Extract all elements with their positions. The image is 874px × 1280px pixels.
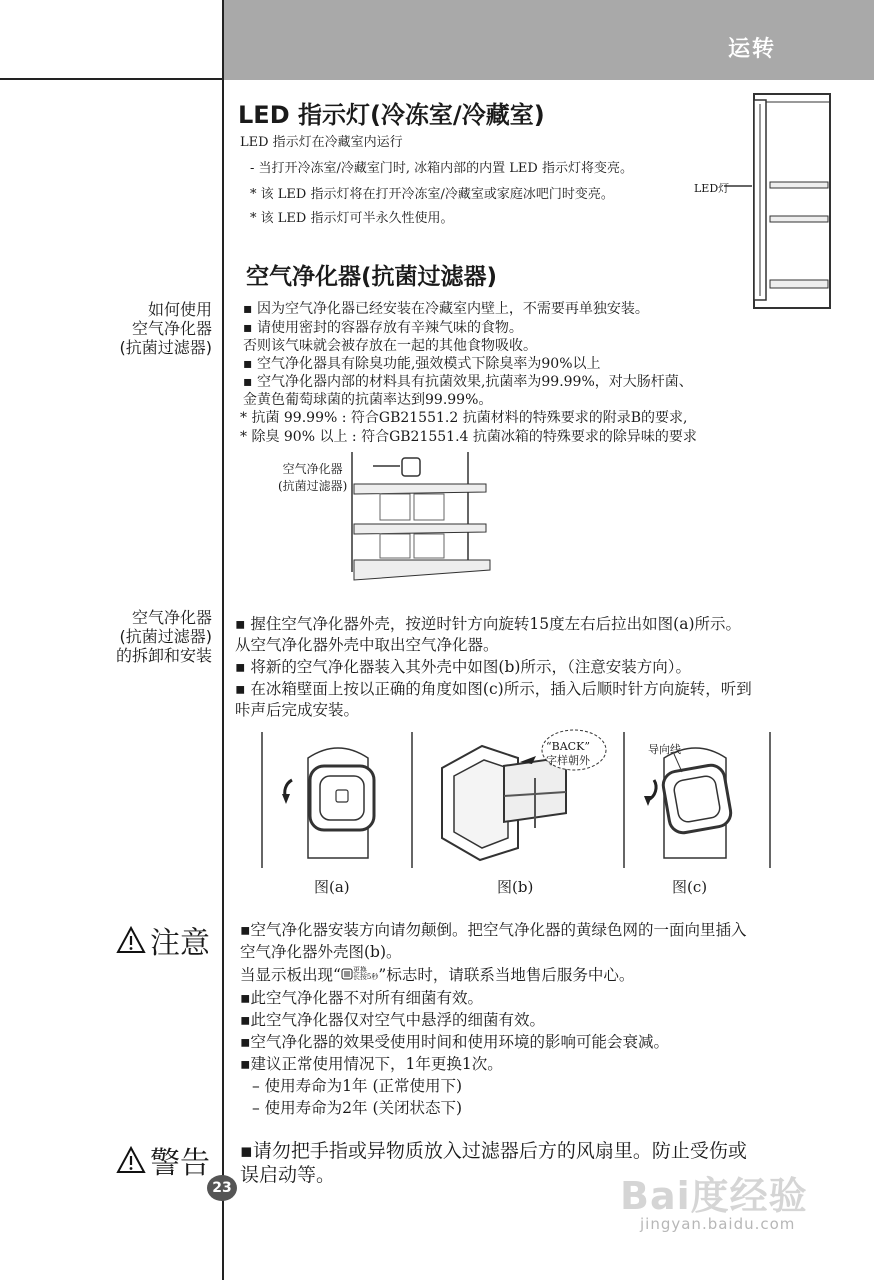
removal-line-1: ▪ 握住空气净化器外壳，按逆时针方向旋转15度左右后拉出如图(a)所示。 <box>235 615 741 633</box>
guide-label: 导向线 <box>648 743 681 756</box>
figure-b-caption: 图(b) <box>497 878 534 896</box>
warning-triangle-icon <box>116 1145 146 1175</box>
led-line-1: LED 指示灯在冷藏室内运行 <box>240 135 403 150</box>
side-label-line: 如何使用 <box>147 300 212 319</box>
figure-c <box>620 728 776 870</box>
caution-line-7: ▪建议正常使用情况下，1年更换1次。 <box>240 1055 503 1073</box>
side-label-line: 的拆卸和安装 <box>115 646 212 665</box>
caution-line-4: ▪此空气净化器不对所有细菌有效。 <box>240 989 484 1007</box>
figure-a <box>258 728 416 870</box>
purifier-section-title: 空气净化器(抗菌过滤器) <box>246 264 498 290</box>
icon-text-line: 更换 <box>352 966 367 974</box>
removal-line-2: 从空气净化器外壳中取出空气净化器。 <box>235 636 499 654</box>
baidu-watermark <box>620 1165 808 1220</box>
how-to-use-label <box>120 300 213 357</box>
header-bar <box>223 0 874 80</box>
back-label-line: “BACK” <box>546 740 590 753</box>
led-fridge-figure <box>692 92 832 312</box>
figure-a-caption: 图(a) <box>314 878 350 896</box>
purifier-line-5: ▪ 空气净化器内部的材料具有抗菌效果,抗菌率为99.99%，对大肠杆菌、 <box>243 374 693 390</box>
warning-triangle-icon <box>116 925 146 955</box>
side-label-line: (抗菌过滤器) <box>119 338 212 357</box>
figure-label-line: (抗菌过滤器) <box>278 479 348 493</box>
caution-line-9: – 使用寿命为2年 (关闭状态下) <box>252 1099 463 1117</box>
watermark-url: jingyan.baidu.com <box>640 1215 796 1233</box>
icon-text-line: 长按5秒 <box>352 973 379 981</box>
caution-line-2: 空气净化器外壳图(b)。 <box>240 943 402 961</box>
purifier-line-7: * 抗菌 99.99% : 符合GB21551.2 抗菌材料的特殊要求的附录B的要求, <box>240 410 688 426</box>
purifier-unit <box>402 458 420 476</box>
caution-line-3-start: 当显示板出现“ <box>240 966 341 984</box>
caution-line-6: ▪空气净化器的效果受使用时间和使用环境的影响可能会衰减。 <box>240 1033 670 1051</box>
removal-side-label <box>116 608 212 665</box>
caution-line-8: – 使用寿命为1年 (正常使用下) <box>252 1077 463 1095</box>
filter-replace-indicator <box>341 967 378 981</box>
purifier-line-8: * 除臭 90% 以上 : 符合GB21551.4 抗菌冰箱的特殊要求的除异味的要求 <box>240 429 697 445</box>
caution-line-1: ▪空气净化器安装方向请勿颠倒。把空气净化器的黄绿色网的一面向里插入 <box>240 921 747 939</box>
page-number: 23 <box>207 1175 237 1201</box>
back-label-line: 字样朝外 <box>546 754 590 767</box>
watermark-brand: Bai度经验 <box>620 1174 808 1218</box>
caution-line-5: ▪此空气净化器仅对空气中悬浮的细菌有效。 <box>240 1011 546 1029</box>
warning-title: 警告 <box>150 1146 210 1181</box>
caution-title: 注意 <box>150 926 210 961</box>
purifier-line-2: ▪ 请使用密封的容器存放有辛辣气味的食物。 <box>243 320 523 336</box>
removal-line-3: ▪ 将新的空气净化器装入其外壳中如图(b)所示，（注意安装方向）。 <box>235 658 691 676</box>
page-section-title: 运转 <box>727 37 776 62</box>
removal-line-4: ▪ 在冰箱壁面上按以正确的角度如图(c)所示，插入后顺时针方向旋转，听到 <box>235 680 752 698</box>
purifier-line-4: ▪ 空气净化器具有除臭功能,强效模式下除臭率为90%以上 <box>243 356 601 372</box>
warning-line-1: ▪请勿把手指或异物质放入过滤器后方的风扇里。防止受伤或 <box>240 1140 747 1162</box>
caution-header <box>116 918 210 962</box>
purifier-fridge-figure <box>340 452 500 584</box>
led-section-title: LED 指示灯(冷冻室/冷藏室) <box>238 101 545 129</box>
removal-line-5: 咔声后完成安装。 <box>235 701 360 719</box>
led-line-4: * 该 LED 指示灯可半永久性使用。 <box>250 211 454 226</box>
side-label-line: 空气净化器 <box>131 608 212 627</box>
caution-line-3 <box>240 963 634 985</box>
vertical-divider <box>222 0 224 1280</box>
side-label-line: 空气净化器 <box>131 319 212 338</box>
purifier-line-3: 否则该气味就会被存放在一起的其他食物吸收。 <box>243 338 537 354</box>
purifier-figure-label <box>278 460 347 494</box>
top-rule <box>0 78 223 80</box>
figure-label-line: 空气净化器 <box>282 462 343 476</box>
back-label <box>546 740 590 768</box>
caution-line-3-end: ”标志时，请联系当地售后服务中心。 <box>378 966 635 984</box>
purifier-line-6: 金黄色葡萄球菌的抗菌率达到99.99%。 <box>243 392 493 408</box>
led-line-3: * 该 LED 指示灯将在打开冷冻室/冷藏室或家庭冰吧门时变亮。 <box>250 187 614 202</box>
led-figure-label: LED灯 <box>694 182 730 195</box>
warning-header <box>116 1138 210 1182</box>
led-line-2: - 当打开冷冻室/冷藏室门时, 冰箱内部的内置 LED 指示灯将变亮。 <box>250 161 633 176</box>
filter-icon <box>341 968 353 980</box>
figure-c-caption: 图(c) <box>672 878 708 896</box>
purifier-line-1: ▪ 因为空气净化器已经安装在冷藏室内壁上，不需要再单独安装。 <box>243 301 649 317</box>
warning-line-2: 误启动等。 <box>240 1164 336 1186</box>
side-label-line: (抗菌过滤器) <box>119 627 212 646</box>
